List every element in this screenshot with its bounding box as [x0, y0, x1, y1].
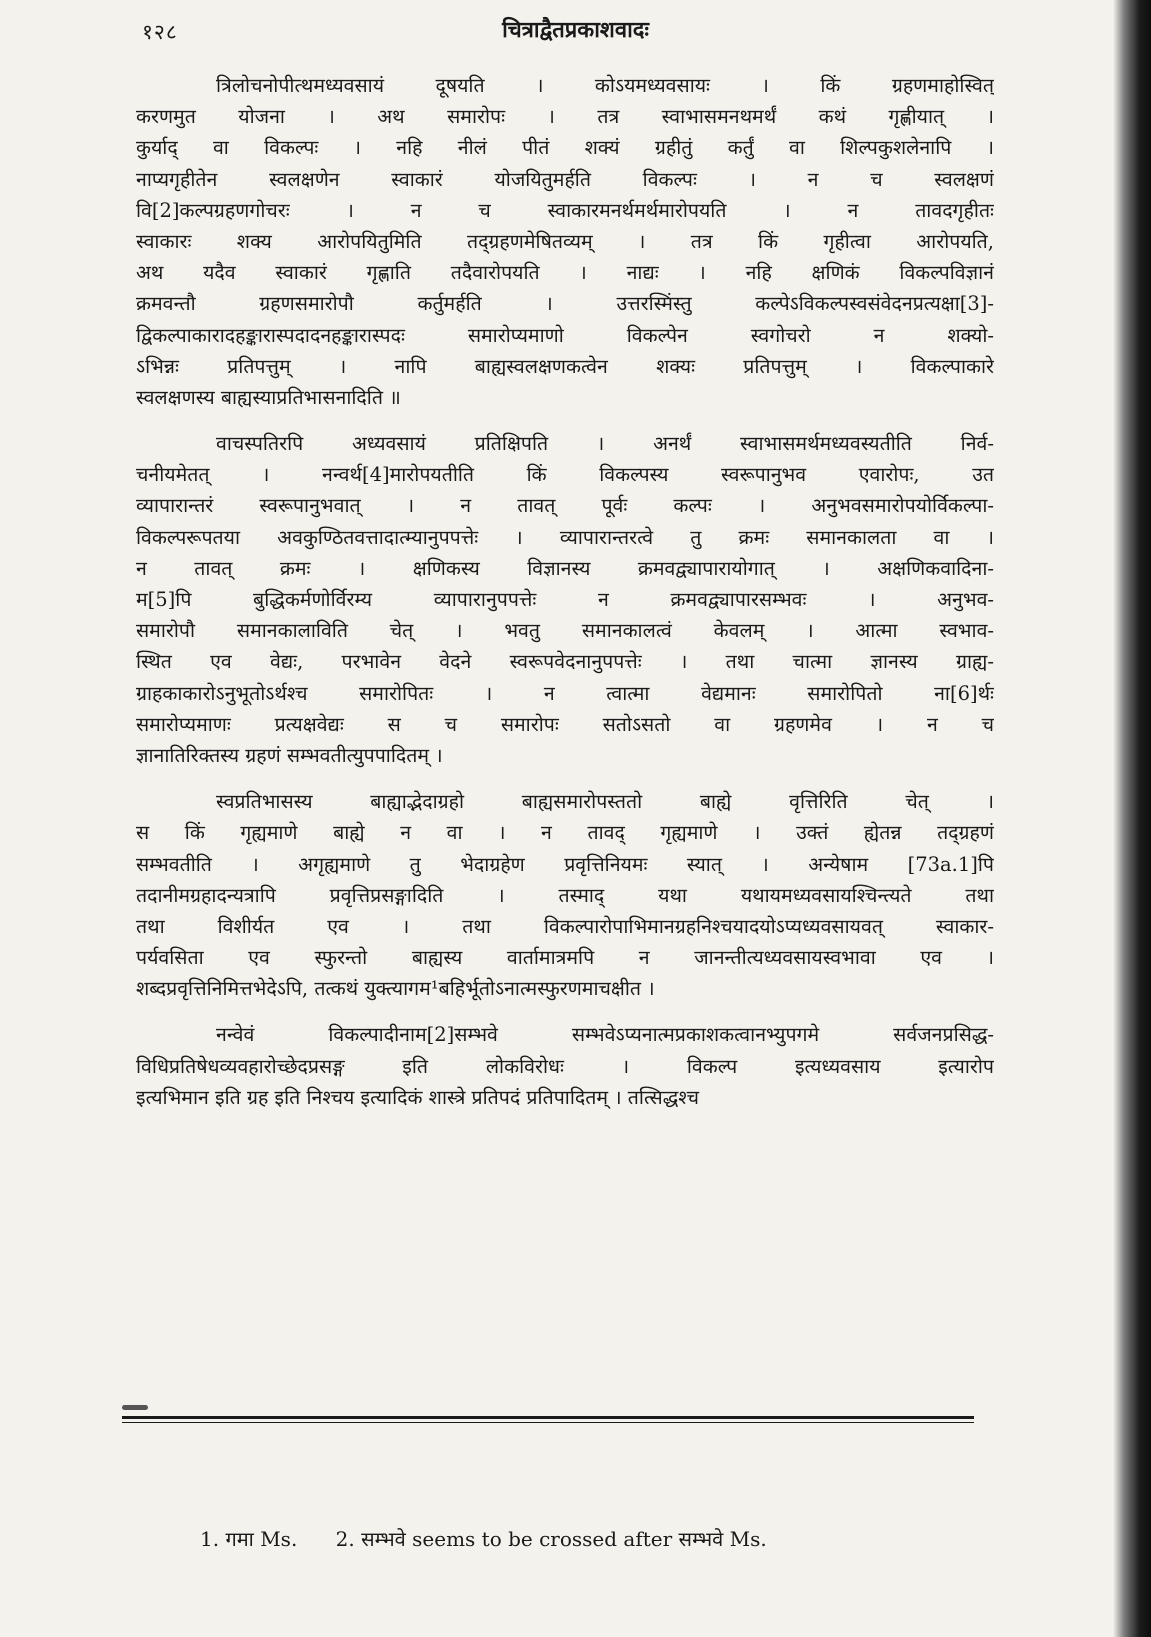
page-number: १२८ [142, 20, 178, 44]
text-line: तथा विशीर्यत एव । तथा विकल्पारोपाभिमानग्रहनिश्चयादयोऽप्यध्यवसायवत् स्वाकार- [136, 914, 994, 938]
text-line: समारोपौ समानकालाविति चेत् । भवतु समानकालत्वं केवलम् । आत्मा स्वभाव- [136, 619, 994, 643]
text-line: करणमुत योजना । अथ समारोपः । तत्र स्वाभासमनथमर्थं कथं गृह्णीयात् । [136, 105, 994, 129]
text-line: विकल्परूपतया अवकुण्ठितवत्तादात्म्यानुपपत्तेः । व्यापारान्तरत्वे तु क्रमः समानकालता वा । [136, 525, 994, 549]
ink-smudge [122, 1405, 148, 1410]
footnotes [200, 1525, 799, 1552]
running-head: चित्राद्वैतप्रकाशवादः [502, 17, 649, 43]
text-line: स किं गृह्यमाणे बाह्ये न वा । न तावद् गृह्यमाणे । उक्तं ह्येतन्न तद्ग्रहणं [136, 821, 994, 845]
text-line: ज्ञानातिरिक्तस्य ग्रहणं सम्भवतीत्युपपादितम् । [136, 743, 443, 767]
text-line: वाचस्पतिरपि अध्यवसायं प्रतिक्षिपति । अनर्थं स्वाभासमर्थमध्यवस्यतीति निर्व- [216, 432, 994, 456]
text-line: पर्यवसिता एव स्फुरन्तो बाह्यस्य वार्तामात्रमपि न जानन्तीत्यध्यवसायस्वभावा एव । [136, 946, 994, 970]
text-line: इत्यभिमान इति ग्रह इति निश्चय इत्यादिकं शास्त्रे प्रतिपदं प्रतिपादितम् । तत्सिद्धश्च [136, 1085, 699, 1109]
text-line: द्विकल्पाकारादहङ्कारास्पदादनहङ्कारास्पदः समारोप्यमाणो विकल्पेन स्वगोचरो न शक्यो- [136, 323, 994, 347]
text-line: समारोप्यमाणः प्रत्यक्षवेद्यः स च समारोपः सतोऽसतो वा ग्रहणमेव । न च [136, 712, 994, 736]
paragraph [136, 786, 994, 1004]
footnote-rule [122, 1416, 974, 1419]
text-line: व्यापारान्तरं स्वरूपानुभवात् । न तावत् पूर्वः कल्पः । अनुभवसमारोपयोर्विकल्पा- [136, 494, 994, 518]
text-line: अथ यदैव स्वाकारं गृह्णाति तदैवारोपयति । नाद्यः । नहि क्षणिकं विकल्पविज्ञानं [136, 261, 994, 285]
text-line: ऽभिन्नः प्रतिपत्तुम् । नापि बाह्यस्वलक्षणकत्वेन शक्यः प्रतिपत्तुम् । विकल्पाकारे [136, 354, 994, 378]
text-line: क्रमवन्तौ ग्रहणसमारोपौ कर्तुमर्हति । उत्तरस्मिंस्तु कल्पेऽविकल्पस्वसंवेदनप्रत्यक्षा[3]- [136, 292, 994, 316]
text-line: न तावत् क्रमः । क्षणिकस्य विज्ञानस्य क्रमवद्व्यापारायोगात् । अक्षणिकवादिना- [136, 556, 994, 580]
footnote-1: 1. गमा Ms. [200, 1527, 298, 1551]
footnote-2: 2. सम्भवे seems to be crossed after सम्भवे Ms. [335, 1527, 767, 1551]
text-line: कुर्याद् वा विकल्पः । नहि नीलं पीतं शक्यं ग्रहीतुं कर्तुं वा शिल्पकुशलेनापि । [136, 136, 994, 160]
text-line: चनीयमेतत् । नन्वर्थ[4]मारोपयतीति किं विकल्पस्य स्वरूपानुभव एवारोपः, उत [136, 463, 994, 487]
paragraph [136, 428, 994, 771]
text-line: शब्दप्रवृत्तिनिमित्तभेदेऽपि, तत्कथं युक्त्यागम¹बहिर्भूतोऽनात्मस्फुरणमाचक्षीत । [136, 977, 655, 1001]
text-line: वि[2]कल्पग्रहणगोचरः । न च स्वाकारमनर्थमर्थमारोपयति । न तावदगृहीतः [136, 198, 994, 222]
page-edge-shadow [1113, 0, 1151, 1637]
text-line: म[5]पि बुद्धिकर्मणोर्विरम्य व्यापारानुपपत्तेः न क्रमवद्व्यापारसम्भवः । अनुभव- [136, 588, 994, 611]
text-line: ग्राहकाकारोऽनुभूतोऽर्थश्च समारोपितः । न त्वात्मा वेद्यमानः समारोपितो ना[6]र्थः [136, 681, 994, 705]
text-line: त्रिलोचनोपीत्थमध्यवसायं दूषयति । कोऽयमध्यवसायः । किं ग्रहणमाहोस्वित् [216, 74, 994, 97]
footnote-rule-thin [122, 1422, 974, 1423]
text-line: सम्भवतीति । अगृह्यमाणे तु भेदाग्रहेण प्रवृत्तिनियमः स्यात् । अन्येषाम [73a.1]पि [136, 852, 994, 876]
text-line: स्वाकारः शक्य आरोपयितुमिति तद्ग्रहणमेषितव्यम् । तत्र किं गृहीत्वा आरोपयति, [136, 229, 994, 253]
text-line: तदानीमग्रहादन्यत्रापि प्रवृत्तिप्रसङ्गादिति । तस्माद् यथा यथायमध्यवसायश्चिन्त्यते तथा [136, 883, 994, 907]
paragraph [136, 70, 994, 413]
text-line: नन्वेवं विकल्पादीनाम[2]सम्भवे सम्भवेऽप्यनात्मप्रकाशकत्वानभ्युपगमे सर्वजनप्रसिद्ध- [216, 1023, 994, 1047]
paragraph [136, 1019, 994, 1113]
text-line: विधिप्रतिषेधव्यवहारोच्छेदप्रसङ्ग इति लोकविरोधः । विकल्प इत्यध्यवसाय इत्यारोप [136, 1054, 994, 1078]
text-line: स्थित एव वेद्यः, परभावेन वेदने स्वरूपवेदनानुपपत्तेः । तथा चात्मा ज्ञानस्य ग्राह्य- [136, 650, 994, 674]
body-text [136, 70, 994, 1128]
text-line: स्वप्रतिभासस्य बाह्याद्भेदाग्रहो बाह्यसमारोपस्ततो बाह्ये वृत्तिरिति चेत् । [216, 790, 994, 814]
text-line: स्वलक्षणस्य बाह्यस्याप्रतिभासनादिति ॥ [136, 385, 401, 409]
text-line: नाप्यगृहीतेन स्वलक्षणेन स्वाकारं योजयितुमर्हति विकल्पः । न च स्वलक्षणं [136, 167, 994, 191]
